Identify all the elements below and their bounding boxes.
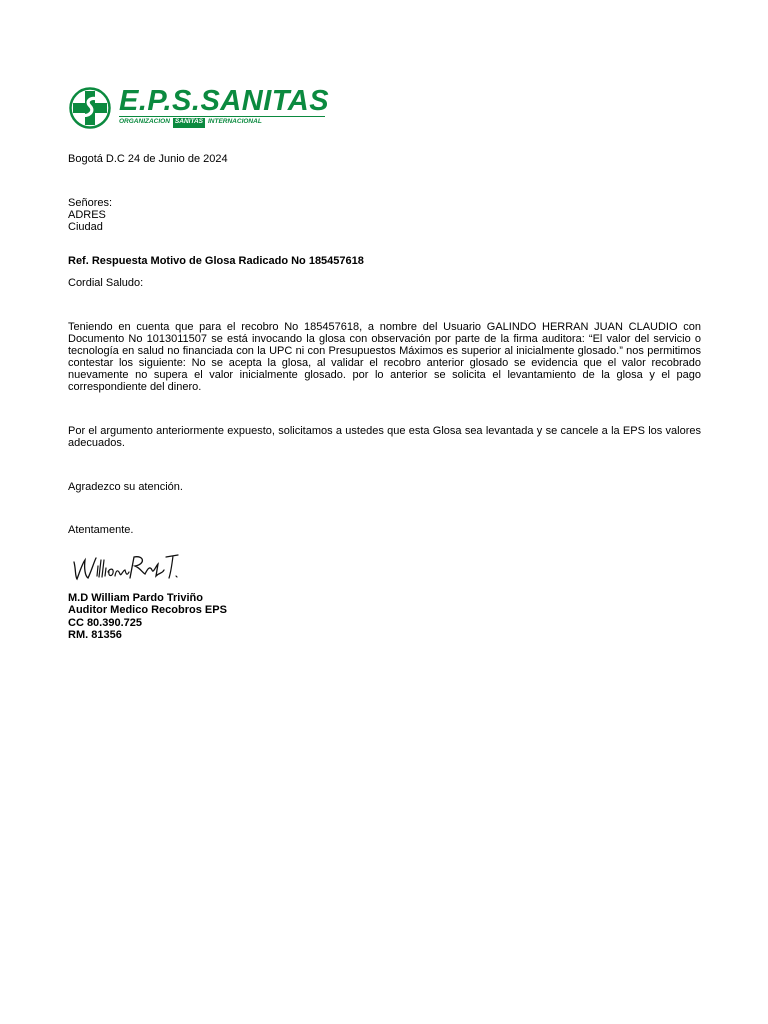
logo-wordmark: E.P.S.SANITAS (119, 85, 330, 117)
signer-registration: RM. 81356 (68, 629, 122, 641)
closing-line: Atentamente. (68, 524, 134, 536)
reference-line: Ref. Respuesta Motivo de Glosa Radicado No 185457618 (68, 255, 364, 267)
signer-name: M.D William Pardo Triviño (68, 592, 203, 604)
signer-id: CC 80.390.725 (68, 617, 142, 629)
recipient-entity: ADRES (68, 209, 106, 221)
logo-tagline (119, 116, 325, 128)
body-paragraph-1: Teniendo en cuenta que para el recobro No 185457618, a nombre del Usuario GALINDO HERRAN JUAN CLAUDIO con Documento No 1013011507 se está invocando la glosa con observación por parte de la firma auditora: “El valor del servicio o tecnología en salud no financiada con la UPC ni con Presupuestos Máximos es superior al inicialmente glosado.” nos permitimos contestar los siguiente: No se acepta la glosa, al validar el recobro anterior glosado se evidencia que el valor recobrado nuevamente no supera el valor inicialmente glosado. por lo anterior se solicita el levantamiento de la glosa y el pago correspondiente del dinero. (68, 321, 701, 393)
body-paragraph-2: Por el argumento anteriormente expuesto, solicitamos a ustedes que esta Glosa sea levantada y se cancele a la EPS los valores adecuados. (68, 425, 701, 449)
tagline-boxed: SANITAS (173, 118, 205, 128)
recipient-salutation: Señores: (68, 197, 113, 209)
recipient-city: Ciudad (68, 221, 103, 233)
tagline-left: ORGANIZACION (119, 118, 170, 125)
thanks-line: Agradezco su atención. (68, 481, 183, 493)
date-line: Bogotá D.C 24 de Junio de 2024 (68, 153, 228, 165)
greeting: Cordial Saludo: (68, 277, 144, 289)
eps-sanitas-logo (69, 85, 330, 130)
handwritten-signature (70, 552, 180, 582)
tagline-right: INTERNACIONAL (207, 118, 262, 125)
signer-title: Auditor Medico Recobros EPS (68, 604, 227, 616)
sanitas-cross-icon (69, 87, 111, 129)
